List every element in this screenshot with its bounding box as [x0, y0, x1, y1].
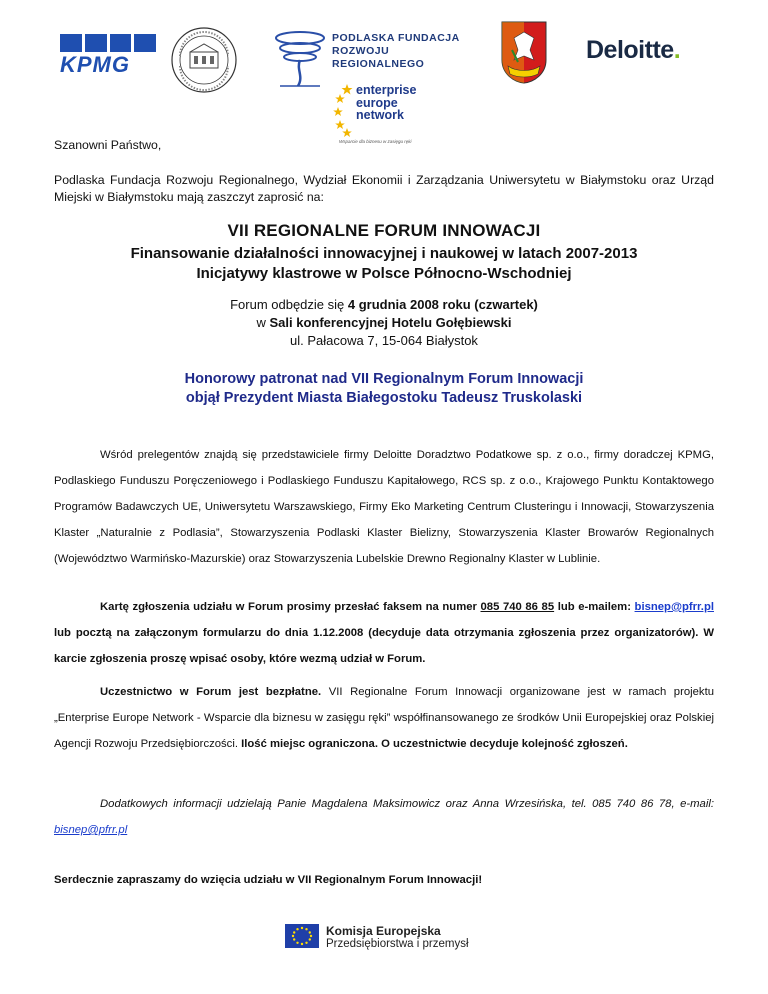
registration-paragraph — [54, 594, 714, 672]
registration-text-1: Kartę zgłoszenia udziału w Forum prosimy przesłać faksem na numer — [100, 601, 481, 613]
registration-text-2: lub e-mailem: — [554, 601, 635, 613]
kpmg-logo — [60, 34, 156, 76]
een-line3: network — [356, 108, 404, 122]
participation-free: Uczestnictwo w Forum jest bezpłatne. — [100, 686, 322, 698]
pfrr-name-line2: ROZWOJU REGIONALNEGO — [332, 45, 425, 70]
registration-text-3: lub pocztą na załączonym formularzu do dnia 1.12.2008 (decyduje data otrzymania zgłoszenia przez organizatorów). W karcie zgłoszenia proszę wpisać osoby, które wezmą udział w Forum. — [54, 627, 714, 665]
closing-invitation: Serdecznie zapraszamy do wzięcia udziału w VII Regionalnym Forum Innowacji! — [54, 874, 483, 886]
contact-text: Dodatkowych informacji udzielają Panie Magdalena Maksimowicz oraz Anna Wrzesińska, tel. 085 740 86 78, e-mail: — [100, 798, 714, 810]
european-commission-logo — [285, 924, 485, 954]
event-subtitle-line1: Finansowanie działalności innowacyjnej i naukowej w latach 2007-2013 — [130, 245, 638, 262]
event-title: VII REGIONALNE FORUM INNOWACJI — [227, 221, 541, 240]
venue-address: ul. Pałacowa 7, 15-064 Białystok — [290, 333, 478, 348]
ec-name: Komisja Europejska — [326, 924, 441, 938]
speakers-text: Wśród prelegentów znajdą się przedstawiciele firmy Deloitte Doradztwo Podatkowe sp. z o.o., firmy doradczej KPMG, Podlaskiego Funduszu Poręczeniowego i Podlaskiego Funduszu Kapitałowego, RCS sp. z o.o., Krajowego Punktu Kontaktowego Programów Badawczych UE, Uniwersytetu Warszawskiego, Firmy Eko Marketing Centrum Clusteringu i Innowacji, Stowarzyszenia Klaster „Naturalnie z Podlasia”, Stowarzyszenia Podlaski Klaster Bielizny, Stowarzyszenia Klaster Browarów Regionalnych (Województwo Warmińsko-Mazurskie) oraz Stowarzyszenia Lubelskie Drewno Regionalny Klaster w Lublinie. — [54, 449, 714, 565]
registration-email-link[interactable]: bisnep@pfrr.pl — [634, 601, 714, 613]
fax-number: 085 740 86 85 — [480, 601, 555, 613]
event-date: 4 grudnia 2008 roku (czwartek) — [347, 297, 538, 312]
een-tagline: Wsparcie dla biznesu w zasięgu ręki — [339, 139, 412, 144]
patronage-line1: Honorowy patronat nad VII Regionalnym Forum Innowacji — [184, 371, 584, 387]
speakers-paragraph — [54, 442, 714, 572]
pfrr-name-line1: PODLASKA FUNDACJA — [332, 32, 460, 44]
event-subtitle — [54, 244, 714, 284]
pfrr-tree-icon — [270, 24, 330, 90]
deloitte-logo — [586, 36, 680, 65]
participation-text: VII Regionalne Forum Innowacji organizowane jest w ramach projektu „Enterprise Europe Network - Wsparcie dla biznesu w zasięgu ręki” współfinansowanego ze środków Unii Europejskiej oraz Polskiej Agencji Rozwoju Przedsiębiorczości. — [54, 686, 714, 750]
deloitte-logo-text: Deloitte — [586, 36, 674, 64]
venue-name: Sali konferencyjnej Hotelu Gołębiewski — [269, 315, 512, 330]
contact-email-link[interactable]: bisnep@pfrr.pl — [54, 824, 128, 836]
eu-flag-icon — [285, 924, 319, 948]
event-subtitle-line2: Inicjatywy klastrowe w Polsce Północno-Wschodniej — [196, 265, 572, 282]
deloitte-logo-dot: . — [673, 36, 681, 64]
participation-limited: Ilość miejsc ograniczona. O uczestnictwie decyduje kolejność zgłoszeń. — [241, 738, 628, 750]
kpmg-logo-text: KPMG — [60, 52, 130, 77]
ec-department: Przedsiębiorstwa i przemysł — [326, 938, 469, 950]
university-seal-icon — [170, 26, 238, 94]
greeting: Szanowni Państwo, — [54, 138, 162, 152]
venue-info — [54, 296, 714, 350]
intro-paragraph: Podlaska Fundacja Rozwoju Regionalnego, Wydział Ekonomii i Zarządzania Uniwersytetu w Białymstoku oraz Urząd Miejski w Białymstoku mają zaszczyt zaprosić na: — [54, 173, 714, 204]
een-line2: europe — [356, 95, 398, 110]
een-line1: enterprise — [356, 83, 417, 97]
venue-prefix: w — [256, 315, 270, 330]
participation-paragraph — [54, 679, 714, 757]
patronage-line2: objął Prezydent Miasta Białegostoku Tadeusz Truskolaski — [185, 390, 583, 406]
contact-paragraph — [54, 791, 714, 843]
date-prefix: Forum odbędzie się — [230, 297, 348, 312]
bialystok-coat-of-arms-icon — [500, 20, 548, 84]
honorary-patronage — [54, 370, 714, 408]
